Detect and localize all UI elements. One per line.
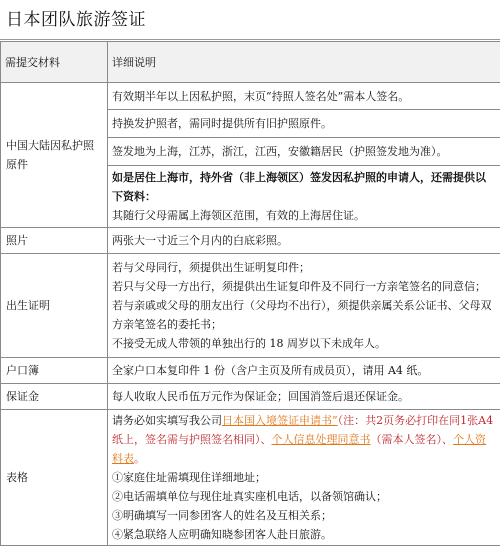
birth-line-4: 不接受无成人带领的单独出行的 18 周岁以下未成年人。 <box>112 334 496 353</box>
deposit-text: 每人收取人民币伍万元作为保证金；回国消签后退还保证金。 <box>108 384 500 410</box>
deposit-label: 保证金 <box>1 384 108 410</box>
form-intro-p3: （需本人签名）、 <box>371 433 454 446</box>
passport-note-text: 其随行父母需属上海领区范围，有效的上海居住证。 <box>112 206 496 225</box>
form-item-2: ②电话需填单位与现住址真实座机电话，以备领馆确认； <box>112 487 496 506</box>
table-row <box>1 228 500 254</box>
header-materials: 需提交材料 <box>1 42 108 83</box>
birth-line-3: 若与亲戚或父母的朋友出行（父母均不出行），须提供亲属关系公证书、父母双方亲笔签名的委托书； <box>112 296 496 334</box>
photo-label: 照片 <box>1 228 108 254</box>
visa-application-link[interactable]: 日本国入境签证申请书” <box>222 414 338 427</box>
form-intro <box>112 411 496 468</box>
header-details: 详细说明 <box>108 42 500 83</box>
form-label: 表格 <box>1 410 108 546</box>
privacy-consent-link[interactable]: 个人信息处理同意书 <box>272 433 371 446</box>
table-row <box>1 384 500 410</box>
personal-info-link[interactable]: 个人资料表 <box>112 433 486 465</box>
form-intro-p2: （注：共2页务必打印在同1张A4纸上，签名需与护照签名相同）、 <box>112 414 493 446</box>
passport-item-2: 持换发护照者，需同时提供所有旧护照原件。 <box>108 110 500 138</box>
table-row <box>1 254 500 358</box>
form-intro-p4: 。 <box>134 452 145 465</box>
table-header-row <box>1 42 500 83</box>
form-item-1: ①家庭住址需填现住详细地址； <box>112 468 496 487</box>
birth-text <box>108 254 500 358</box>
passport-label: 中国大陆因私护照原件 <box>1 83 108 228</box>
birth-line-2: 若只与父母一方出行，须提供出生证复印件及不同行一方亲笔签名的同意信； <box>112 277 496 296</box>
form-item-3: ③明确填写一同参团客人的姓名及互相关系； <box>112 506 496 525</box>
table-row <box>1 410 500 546</box>
table-row <box>1 83 500 110</box>
form-intro-p1: 请务必如实填写我公司 <box>112 414 222 427</box>
passport-note-bold: 如是居住上海市，持外省（非上海领区）签发因私护照的申请人，还需提供以下资料： <box>112 168 496 206</box>
form-item-4: ④紧急联络人应明确知晓参团客人赴日旅游。 <box>112 525 496 544</box>
requirements-table <box>0 41 500 546</box>
hukou-text: 全家户口本复印件 1 份（含户主页及所有成员页），请用 A4 纸。 <box>108 358 500 384</box>
photo-text: 两张大一寸近三个月内的白底彩照。 <box>108 228 500 254</box>
page-title: 日本团队旅游签证 <box>0 0 500 40</box>
form-text <box>108 410 500 546</box>
birth-line-1: 若与父母同行，须提供出生证明复印件； <box>112 258 496 277</box>
hukou-label: 户口簿 <box>1 358 108 384</box>
passport-item-1: 有效期半年以上因私护照，末页“持照人签名处”需本人签名。 <box>108 83 500 110</box>
birth-label: 出生证明 <box>1 254 108 358</box>
passport-item-3: 签发地为上海，江苏，浙江，江西，安徽籍居民（护照签发地为准）。 <box>108 138 500 166</box>
passport-note <box>108 166 500 228</box>
table-row <box>1 358 500 384</box>
